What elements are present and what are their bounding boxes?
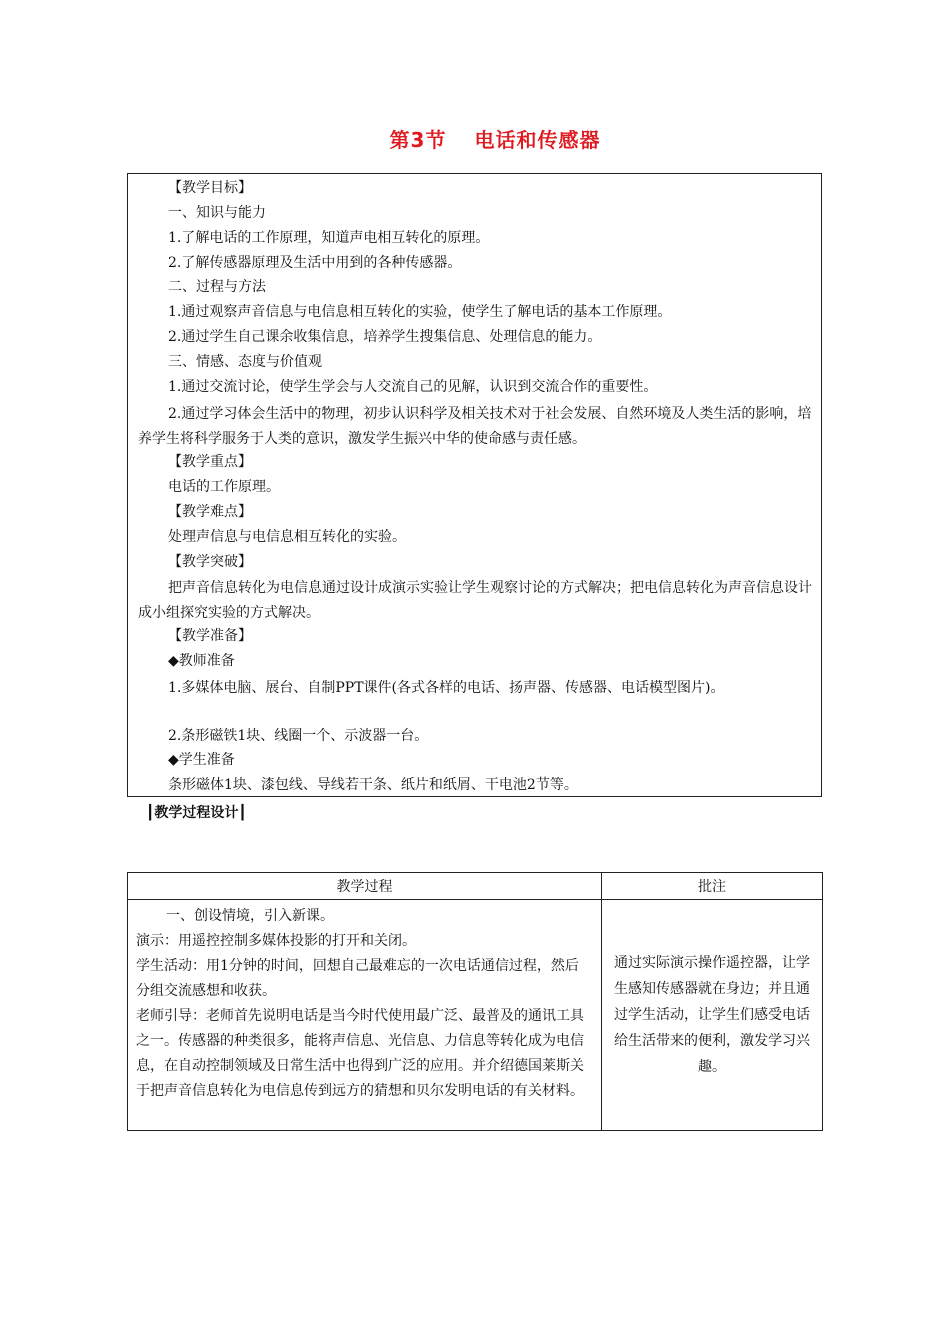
key-point-header: 【教学重点】 xyxy=(168,454,252,470)
title-section-number: 第3节 xyxy=(389,128,447,152)
teacher-prep-title: ◆教师准备 xyxy=(168,653,235,669)
knowledge-item-1: 1.了解电话的工作原理，知道声电相互转化的原理。 xyxy=(168,230,490,246)
emotion-title: 三、情感、态度与价值观 xyxy=(168,354,322,370)
knowledge-item-2: 2.了解传感器原理及生活中用到的各种传感器。 xyxy=(168,255,462,271)
process-table xyxy=(127,872,823,1131)
note-cell: 通过实际演示操作遥控器，让学生感知传感器就在身边；并且通过学生活动，让学生们感受电话给生活带来的便利，激发学习兴趣。 xyxy=(601,900,822,1131)
key-point-text: 电话的工作原理。 xyxy=(168,479,280,495)
process-teacher-guide: 老师引导：老师首先说明电话是当今时代使用最广泛、最普及的通讯工具之一。传感器的种类很多，能将声信息、光信息、力信息等转化成为电信息，在自动控制领域及日常生活中也得到广泛的应用。并介绍德国莱斯关于把声音信息转化为电信息传到远方的猜想和贝尔发明电话的有关材料。 xyxy=(136,1008,584,1099)
emotion-item-1: 1.通过交流讨论，使学生学会与人交流自己的见解，认识到交流合作的重要性。 xyxy=(168,379,658,395)
goal-header: 【教学目标】 xyxy=(168,180,252,196)
difficulty-header: 【教学难点】 xyxy=(168,504,252,520)
table-row xyxy=(128,900,823,1131)
title-topic: 电话和传感器 xyxy=(474,128,601,152)
process-student-activity: 学生活动：用1分钟的时间，回想自己最难忘的一次电话通信过程，然后分组交流感想和收获。 xyxy=(136,958,579,999)
difficulty-text: 处理声信息与电信息相互转化的实验。 xyxy=(168,529,406,545)
process-design-heading: ┃教学过程设计┃ xyxy=(146,805,247,821)
breakthrough-text: 把声音信息转化为电信息通过设计成演示实验让学生观察讨论的方式解决；把电信息转化为声音信息设计成小组探究实验的方式解决。 xyxy=(138,580,812,621)
process-title: 二、过程与方法 xyxy=(168,279,266,295)
process-step-intro: 一、创设情境，引入新课。 xyxy=(166,908,334,924)
student-prep-item: 条形磁体1块、漆包线、导线若干条、纸片和纸屑、干电池2节等。 xyxy=(168,777,578,793)
process-demo: 演示：用遥控控制多媒体投影的打开和关闭。 xyxy=(136,933,416,949)
breakthrough-header: 【教学突破】 xyxy=(168,554,252,570)
process-column-header: 教学过程 xyxy=(128,873,602,900)
process-item-1: 1.通过观察声音信息与电信息相互转化的实验，使学生了解电话的基本工作原理。 xyxy=(168,304,672,320)
process-item-2: 2.通过学生自己课余收集信息，培养学生搜集信息、处理信息的能力。 xyxy=(168,329,602,345)
objectives-box xyxy=(127,173,822,797)
table-header-row xyxy=(128,873,823,900)
preparation-header: 【教学准备】 xyxy=(168,628,252,644)
page-title xyxy=(0,124,950,153)
note-column-header: 批注 xyxy=(601,873,822,900)
knowledge-title: 一、知识与能力 xyxy=(168,205,266,221)
teacher-prep-item-2: 2.条形磁铁1块、线圈一个、示波器一台。 xyxy=(168,728,429,744)
teacher-prep-item-1: 1.多媒体电脑、展台、自制PPT课件(各式各样的电话、扬声器、传感器、电话模型图片)。 xyxy=(168,680,725,696)
process-cell xyxy=(128,900,602,1131)
student-prep-title: ◆学生准备 xyxy=(168,752,235,768)
emotion-item-2: 2.通过学习体会生活中的物理，初步认识科学及相关技术对于社会发展、自然环境及人类生活的影响，培养学生将科学服务于人类的意识，激发学生振兴中华的使命感与责任感。 xyxy=(138,406,812,447)
